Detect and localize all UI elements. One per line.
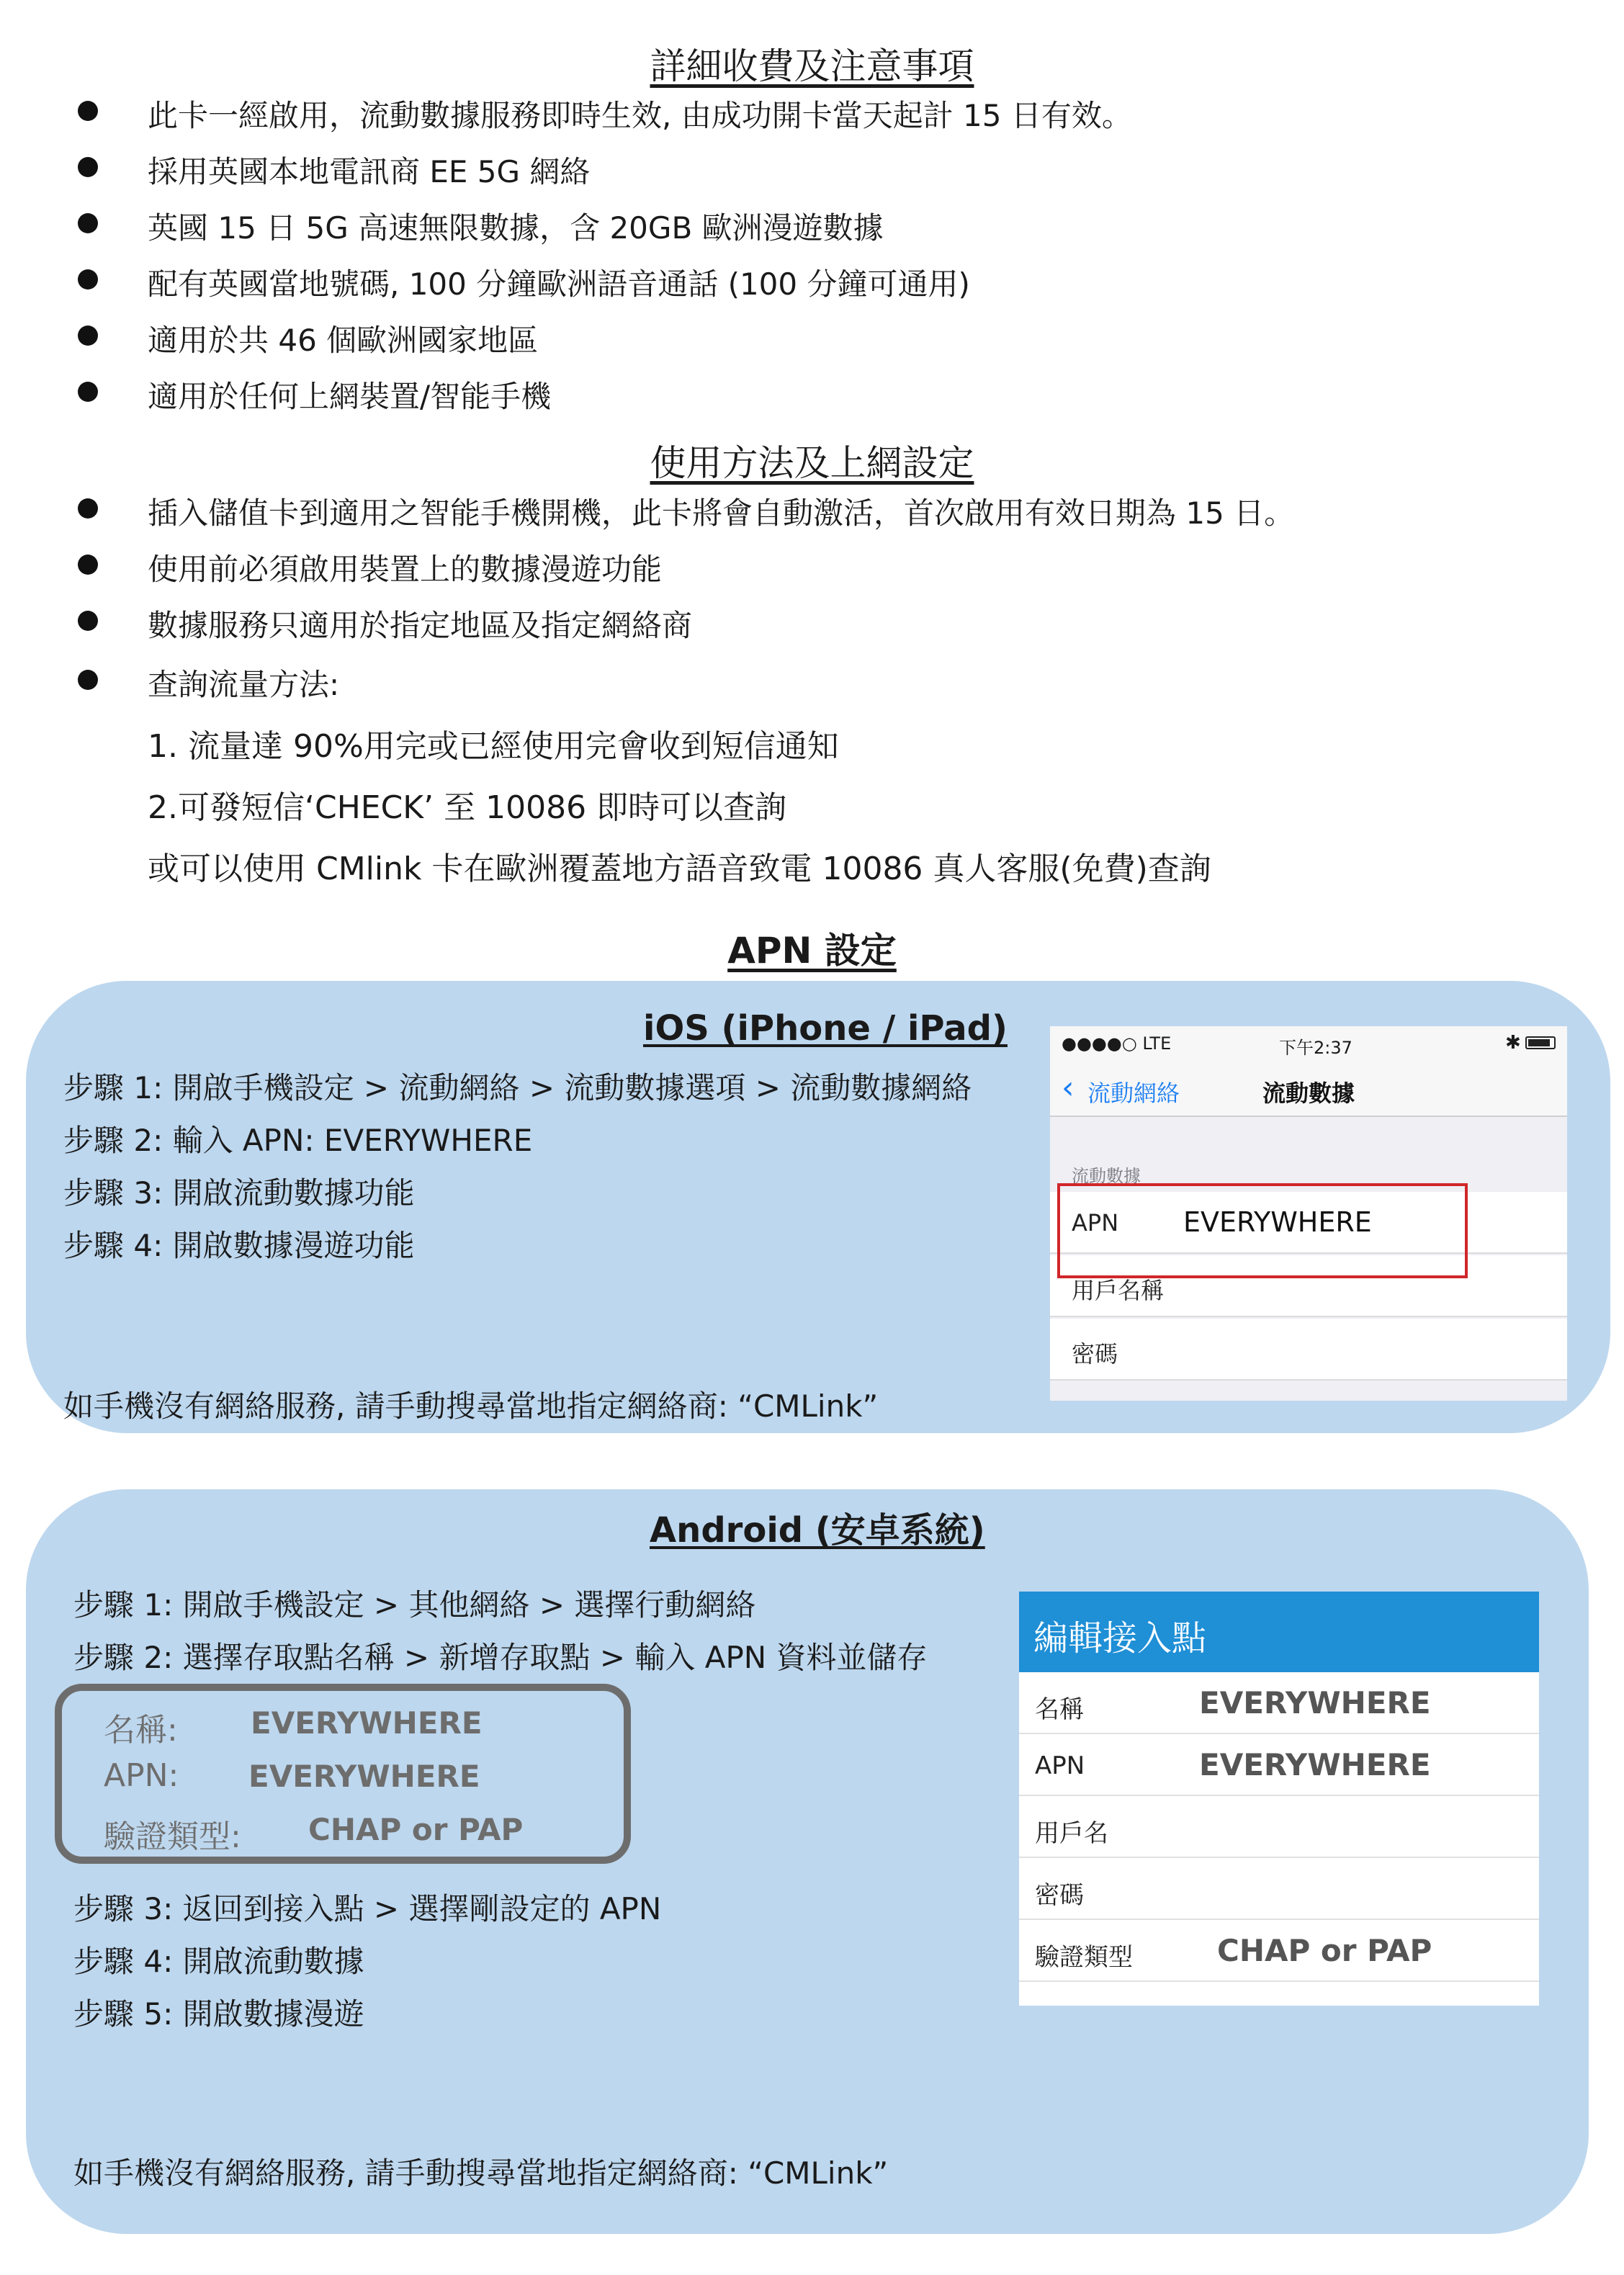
apn-row[interactable]: APN EVERYWHERE <box>1019 1734 1539 1796</box>
bullet-icon <box>78 157 98 177</box>
password-row[interactable] <box>1050 1319 1567 1381</box>
bullet-icon <box>78 213 98 233</box>
password-row[interactable]: 密碼 <box>1019 1858 1539 1920</box>
username-row[interactable]: 用戶名 <box>1019 1796 1539 1858</box>
name-row[interactable]: 名稱 EVERYWHERE <box>1019 1672 1539 1734</box>
android-step-2: 步驟 2: 選擇存取點名稱 > 新增存取點 > 輸入 APN 資料並儲存 <box>73 1640 928 1675</box>
list-item: 查詢流量方法: <box>0 661 1584 704</box>
bullet-icon <box>78 326 98 346</box>
chevron-left-icon[interactable]: ‹ <box>1062 1069 1075 1106</box>
android-header <box>1019 1592 1539 1672</box>
android-header-title: 編輯接入點 <box>1033 1618 1207 1659</box>
sub-line: 1. 流量達 90%用完或已經使用完會收到短信通知 <box>148 728 839 765</box>
auth-type-row[interactable]: 驗證類型 CHAP or PAP <box>1019 1920 1539 1982</box>
ios-note: 如手機沒有網絡服務, 請手動搜尋當地指定網絡商: “CMLink” <box>63 1388 879 1424</box>
ios-step-4: 步驟 4: 開啟數據漫遊功能 <box>63 1228 415 1263</box>
list-item: 配有英國當地號碼, 100 分鐘歐洲語音通話 (100 分鐘可通用) <box>0 261 1584 304</box>
ios-status-bar <box>1050 1026 1567 1059</box>
apn-heading: APN 設定 <box>727 930 897 972</box>
box-name-label: 名稱: <box>104 1712 178 1749</box>
bullet-icon <box>78 101 98 121</box>
ios-step-1: 步驟 1: 開啟手機設定 > 流動網絡 > 流動數據選項 > 流動數據網絡 <box>63 1070 972 1105</box>
carrier-signal: ●●●●○ LTE <box>1062 1033 1172 1054</box>
android-step-1: 步驟 1: 開啟手機設定 > 其他網絡 > 選擇行動網絡 <box>73 1587 756 1623</box>
box-apn-label: APN: <box>104 1757 179 1794</box>
battery-icon <box>1525 1036 1556 1049</box>
username-label: 用戶名稱 <box>1072 1277 1165 1304</box>
nav-title: 流動數據 <box>1262 1080 1355 1107</box>
box-name-value: EVERYWHERE <box>251 1705 483 1741</box>
bullet-icon <box>78 555 98 575</box>
sub-line: 或可以使用 CMlink 卡在歐洲覆蓋地方語音致電 10086 真人客服(免費)查詢 <box>148 851 1211 887</box>
bullet-icon <box>78 382 98 402</box>
password-label: 密碼 <box>1072 1340 1118 1368</box>
android-title: Android (安卓系統) <box>650 1510 985 1551</box>
section-header: 流動數據 <box>1072 1166 1141 1186</box>
android-screenshot <box>1019 1592 1539 2006</box>
list-item: 此卡一經啟用，流動數據服務即時生效, 由成功開卡當天起計 15 日有效。 <box>0 92 1584 135</box>
usage-heading: 使用方法及上網設定 <box>650 442 974 484</box>
list-item: 適用於任何上網裝置/智能手機 <box>0 373 1584 416</box>
status-time: 下午2:37 <box>1279 1038 1352 1058</box>
android-step-4: 步驟 4: 開啟流動數據 <box>73 1944 364 1979</box>
sub-line: 2.可發短信‘CHECK’ 至 10086 即時可以查詢 <box>148 789 787 826</box>
list-item: 英國 15 日 5G 高速無限數據，含 20GB 歐洲漫遊數據 <box>0 205 1584 248</box>
list-item: 適用於共 46 個歐洲國家地區 <box>0 317 1584 360</box>
fees-heading: 詳細收費及注意事項 <box>650 45 974 87</box>
ios-nav-bar <box>1050 1059 1567 1117</box>
bullet-icon <box>78 611 98 631</box>
list-item: 採用英國本地電訊商 EE 5G 網絡 <box>0 148 1584 192</box>
highlight-box <box>1057 1183 1468 1278</box>
android-step-3: 步驟 3: 返回到接入點 > 選擇剛設定的 APN <box>73 1891 662 1926</box>
box-auth-value: CHAP or PAP <box>308 1812 524 1847</box>
list-item: 插入儲值卡到適用之智能手機開機，此卡將會自動激活，首次啟用有效日期為 15 日。 <box>0 490 1584 533</box>
ios-title: iOS (iPhone / iPad) <box>643 1008 1008 1049</box>
list-item: 數據服務只適用於指定地區及指定網絡商 <box>0 602 1584 645</box>
bullet-icon <box>78 670 98 690</box>
ios-step-2: 步驟 2: 輸入 APN: EVERYWHERE <box>63 1123 533 1158</box>
apn-value: EVERYWHERE <box>1183 1206 1372 1238</box>
bluetooth-icon: ✱ <box>1505 1032 1521 1054</box>
bullet-icon <box>78 269 98 290</box>
android-note: 如手機沒有網絡服務, 請手動搜尋當地指定網絡商: “CMLink” <box>73 2155 889 2191</box>
box-auth-label: 驗證類型: <box>104 1818 241 1855</box>
bullet-icon <box>78 498 98 519</box>
apn-label: APN <box>1072 1209 1119 1237</box>
list-item: 使用前必須啟用裝置上的數據漫遊功能 <box>0 546 1584 589</box>
back-button[interactable]: 流動網絡 <box>1087 1080 1180 1107</box>
box-apn-value: EVERYWHERE <box>248 1759 480 1794</box>
ios-step-3: 步驟 3: 開啟流動數據功能 <box>63 1175 415 1211</box>
android-step-5: 步驟 5: 開啟數據漫遊 <box>73 1996 364 2032</box>
